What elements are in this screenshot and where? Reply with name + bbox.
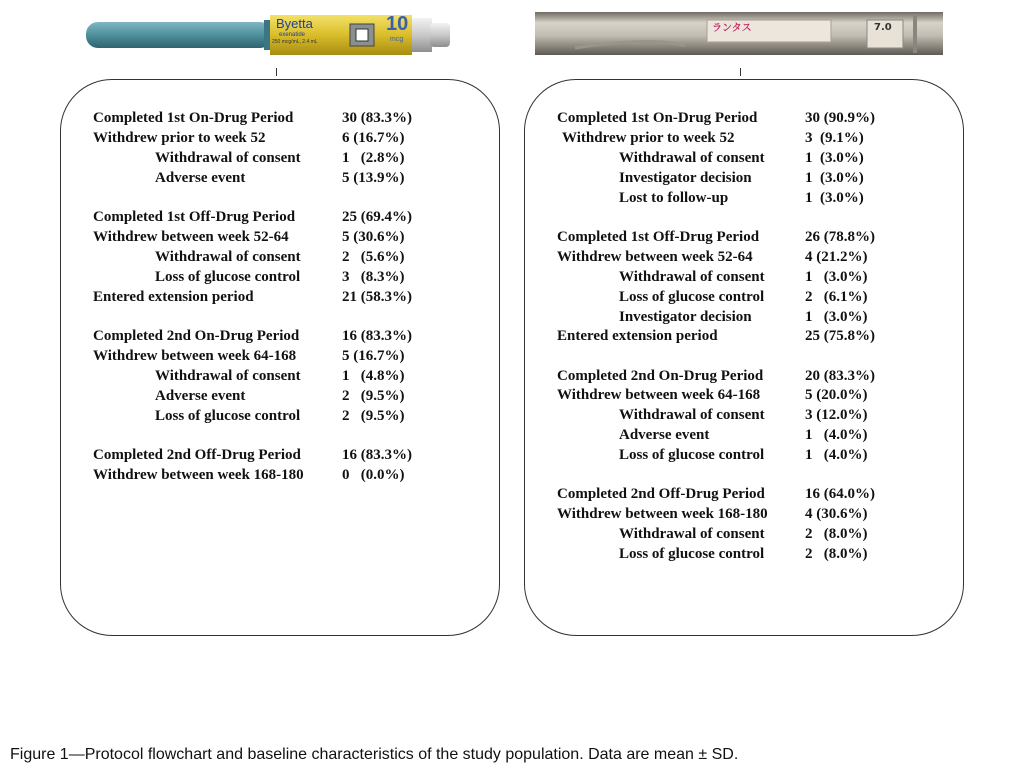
row-value: 1 (3.0%) [805, 190, 864, 206]
row-value: 3 (8.3%) [342, 269, 405, 285]
row-label: Withdrew between week 168-180 [93, 467, 304, 483]
row-value: 4 (30.6%) [805, 506, 868, 522]
row-label: Withdrew between week 52-64 [93, 229, 289, 245]
row-value: 5 (16.7%) [342, 348, 405, 364]
row-value: 30 (90.9%) [805, 110, 875, 126]
row-value: 3 (12.0%) [805, 407, 868, 423]
row-value: 26 (78.8%) [805, 229, 875, 245]
row-label: Completed 1st On-Drug Period [557, 110, 758, 126]
row-value: 21 (58.3%) [342, 289, 412, 305]
byetta-generic-text: exenatide [279, 32, 306, 38]
left-connector-line [276, 68, 277, 76]
row-label: Withdrawal of consent [619, 526, 765, 542]
row-value: 2 (9.5%) [342, 408, 405, 424]
row-label: Withdrew prior to week 52 [93, 130, 266, 146]
row-label: Withdrew between week 64-168 [93, 348, 297, 364]
row-value: 2 (5.6%) [342, 249, 405, 265]
row-value: 2 (9.5%) [342, 388, 405, 404]
row-value: 1 (2.8%) [342, 150, 405, 166]
row-value: 25 (75.8%) [805, 328, 875, 344]
row-value: 1 (3.0%) [805, 269, 868, 285]
row-label: Loss of glucose control [155, 269, 301, 285]
row-label: Withdrawal of consent [155, 368, 301, 384]
row-value: 1 (4.0%) [805, 447, 868, 463]
row-label: Investigator decision [619, 309, 752, 325]
byetta-strength-text: 250 mcg/mL, 2.4 mL [272, 39, 318, 45]
row-value: 30 (83.3%) [342, 110, 412, 126]
row-label: Completed 1st Off-Drug Period [557, 229, 760, 245]
row-value: 5 (13.9%) [342, 170, 405, 186]
row-label: Loss of glucose control [619, 289, 765, 305]
row-value: 0 (0.0%) [342, 467, 405, 483]
row-value: 16 (83.3%) [342, 328, 412, 344]
row-label: Completed 2nd Off-Drug Period [93, 447, 301, 463]
row-label: Entered extension period [557, 328, 718, 344]
row-label: Adverse event [155, 170, 246, 186]
row-label: Withdrew between week 64-168 [557, 387, 761, 403]
row-value: 16 (64.0%) [805, 486, 875, 502]
lantus-label-text: ランタス [712, 23, 752, 34]
byetta-dose-unit-text: mcg [390, 36, 404, 43]
row-value: 3 (9.1%) [805, 130, 864, 146]
row-value: 1 (4.8%) [342, 368, 405, 384]
row-value: 16 (83.3%) [342, 447, 412, 463]
row-label: Adverse event [619, 427, 710, 443]
row-label: Lost to follow-up [619, 190, 729, 206]
row-value: 5 (30.6%) [342, 229, 405, 245]
row-label: Loss of glucose control [619, 546, 765, 562]
row-label: Entered extension period [93, 289, 254, 305]
row-value: 4 (21.2%) [805, 249, 868, 265]
row-label: Withdrew between week 168-180 [557, 506, 768, 522]
row-value: 2 (8.0%) [805, 546, 868, 562]
row-value: 20 (83.3%) [805, 368, 875, 384]
row-label: Loss of glucose control [619, 447, 765, 463]
row-label: Completed 1st Off-Drug Period [93, 209, 296, 225]
row-label: Completed 2nd On-Drug Period [557, 368, 764, 384]
row-label: Completed 2nd On-Drug Period [93, 328, 300, 344]
byetta-brand-text: Byetta [276, 16, 313, 31]
row-value: 25 (69.4%) [342, 209, 412, 225]
row-label: Withdrawal of consent [155, 249, 301, 265]
row-value: 1 (3.0%) [805, 309, 868, 325]
row-label: Investigator decision [619, 170, 752, 186]
row-label: Withdrawal of consent [155, 150, 301, 166]
right-connector-line [740, 68, 741, 76]
lantus-dial-text: 7.0 [874, 22, 892, 33]
row-value: 2 (6.1%) [805, 289, 868, 305]
byetta-dose-text: 10 [386, 13, 409, 35]
row-value: 2 (8.0%) [805, 526, 868, 542]
row-label: Withdrawal of consent [619, 407, 765, 423]
row-value: 1 (3.0%) [805, 150, 864, 166]
figure-caption: Figure 1—Protocol flowchart and baseline characteristics of the study population. Data are mean ± SD. [10, 746, 739, 763]
row-value: 6 (16.7%) [342, 130, 405, 146]
row-value: 5 (20.0%) [805, 387, 868, 403]
row-label: Withdrew prior to week 52 [562, 130, 735, 146]
row-label: Adverse event [155, 388, 246, 404]
row-label: Loss of glucose control [155, 408, 301, 424]
row-value: 1 (3.0%) [805, 170, 864, 186]
row-label: Withdrawal of consent [619, 150, 765, 166]
row-label: Completed 1st On-Drug Period [93, 110, 294, 126]
row-label: Withdrew between week 52-64 [557, 249, 753, 265]
row-label: Withdrawal of consent [619, 269, 765, 285]
row-value: 1 (4.0%) [805, 427, 868, 443]
row-label: Completed 2nd Off-Drug Period [557, 486, 765, 502]
